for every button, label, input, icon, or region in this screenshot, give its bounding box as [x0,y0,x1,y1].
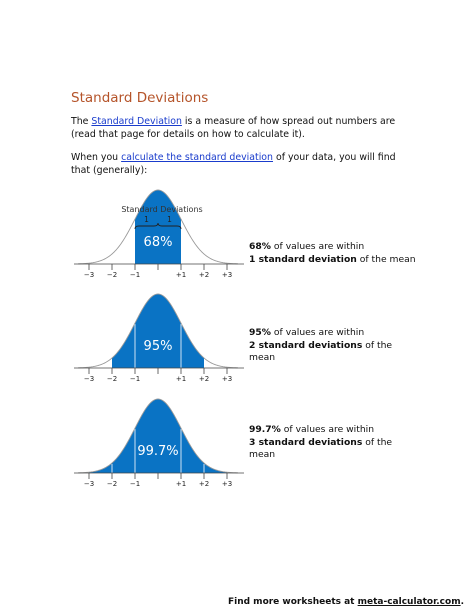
intro-text-after: is a measure of how spread out numbers are (read that page for details on how to calculate it). [71,116,396,140]
footer-note [228,597,464,607]
shaded-area [112,294,204,368]
caption-1sd-percent: 68% [249,241,271,252]
footer-site-link[interactable]: meta-calculator.com [357,597,461,607]
percent-label: 95% [143,339,173,354]
caption-3sd [249,424,419,462]
tick-label: −3 [83,375,95,383]
tick-label: +1 [175,480,187,488]
percent-label: 68% [143,235,173,250]
when-paragraph [71,151,411,177]
when-text-before: When you [71,152,122,163]
caption-2sd-mid: of values are within [271,327,365,338]
page-title: Standard Deviations [71,90,209,106]
caption-1sd-bold: 1 standard deviation [249,253,357,265]
tick-label: +2 [198,375,210,383]
intro-paragraph [71,115,411,141]
tick-label: +3 [221,375,233,383]
tick-label: −1 [129,375,141,383]
tick-label: −3 [83,480,95,488]
shaded-area [89,399,227,473]
caption-3sd-bold: 3 standard deviations [249,436,363,448]
caption-1sd-end: of the mean [356,253,416,265]
percent-label: 99.7% [137,444,179,459]
normal-curve-2sd-svg [68,290,248,390]
caption-2sd-end: of the mean [249,339,393,363]
caption-1sd [249,241,419,266]
caption-3sd-end: of the mean [249,436,393,460]
when-text-after: of your data, you will find that (generally): [71,152,396,176]
normal-curve-3sd-svg [68,395,248,495]
caption-3sd-percent: 99.7% [249,424,281,435]
tick-label: −2 [106,480,118,488]
bracket-label: 1 [167,215,172,224]
tick-label: +2 [198,480,210,488]
normal-curve-1sd-svg [68,186,248,286]
caption-3sd-mid: of values are within [280,424,375,435]
tick-label: −1 [129,271,141,279]
tick-label: +3 [221,271,233,279]
caption-2sd-bold: 2 standard deviations [249,339,363,351]
caption-2sd-percent: 95% [249,327,271,338]
footer-suffix: . [460,597,464,607]
normal-curve-3sd [68,395,248,495]
caption-1sd-mid: of values are within [271,241,365,252]
bracket-label: 1 [144,215,149,224]
tick-label: +1 [175,271,187,279]
tick-label: −1 [129,480,141,488]
calculate-standard-deviation-link[interactable]: calculate the standard deviation [121,152,273,163]
normal-curve-1sd [68,186,248,286]
shaded-area [135,190,181,264]
tick-label: +2 [198,271,210,279]
caption-2sd [249,327,419,365]
tick-label: −3 [83,271,95,279]
annotation-label: Standard Deviations [121,205,203,214]
tick-label: −2 [106,375,118,383]
tick-label: +1 [175,375,187,383]
tick-label: −2 [106,271,118,279]
tick-label: +3 [221,480,233,488]
footer-prefix: Find more worksheets at [227,597,358,607]
standard-deviation-link[interactable]: Standard Deviation [91,116,182,127]
intro-text-before: The [71,116,92,127]
normal-curve-2sd [68,290,248,390]
